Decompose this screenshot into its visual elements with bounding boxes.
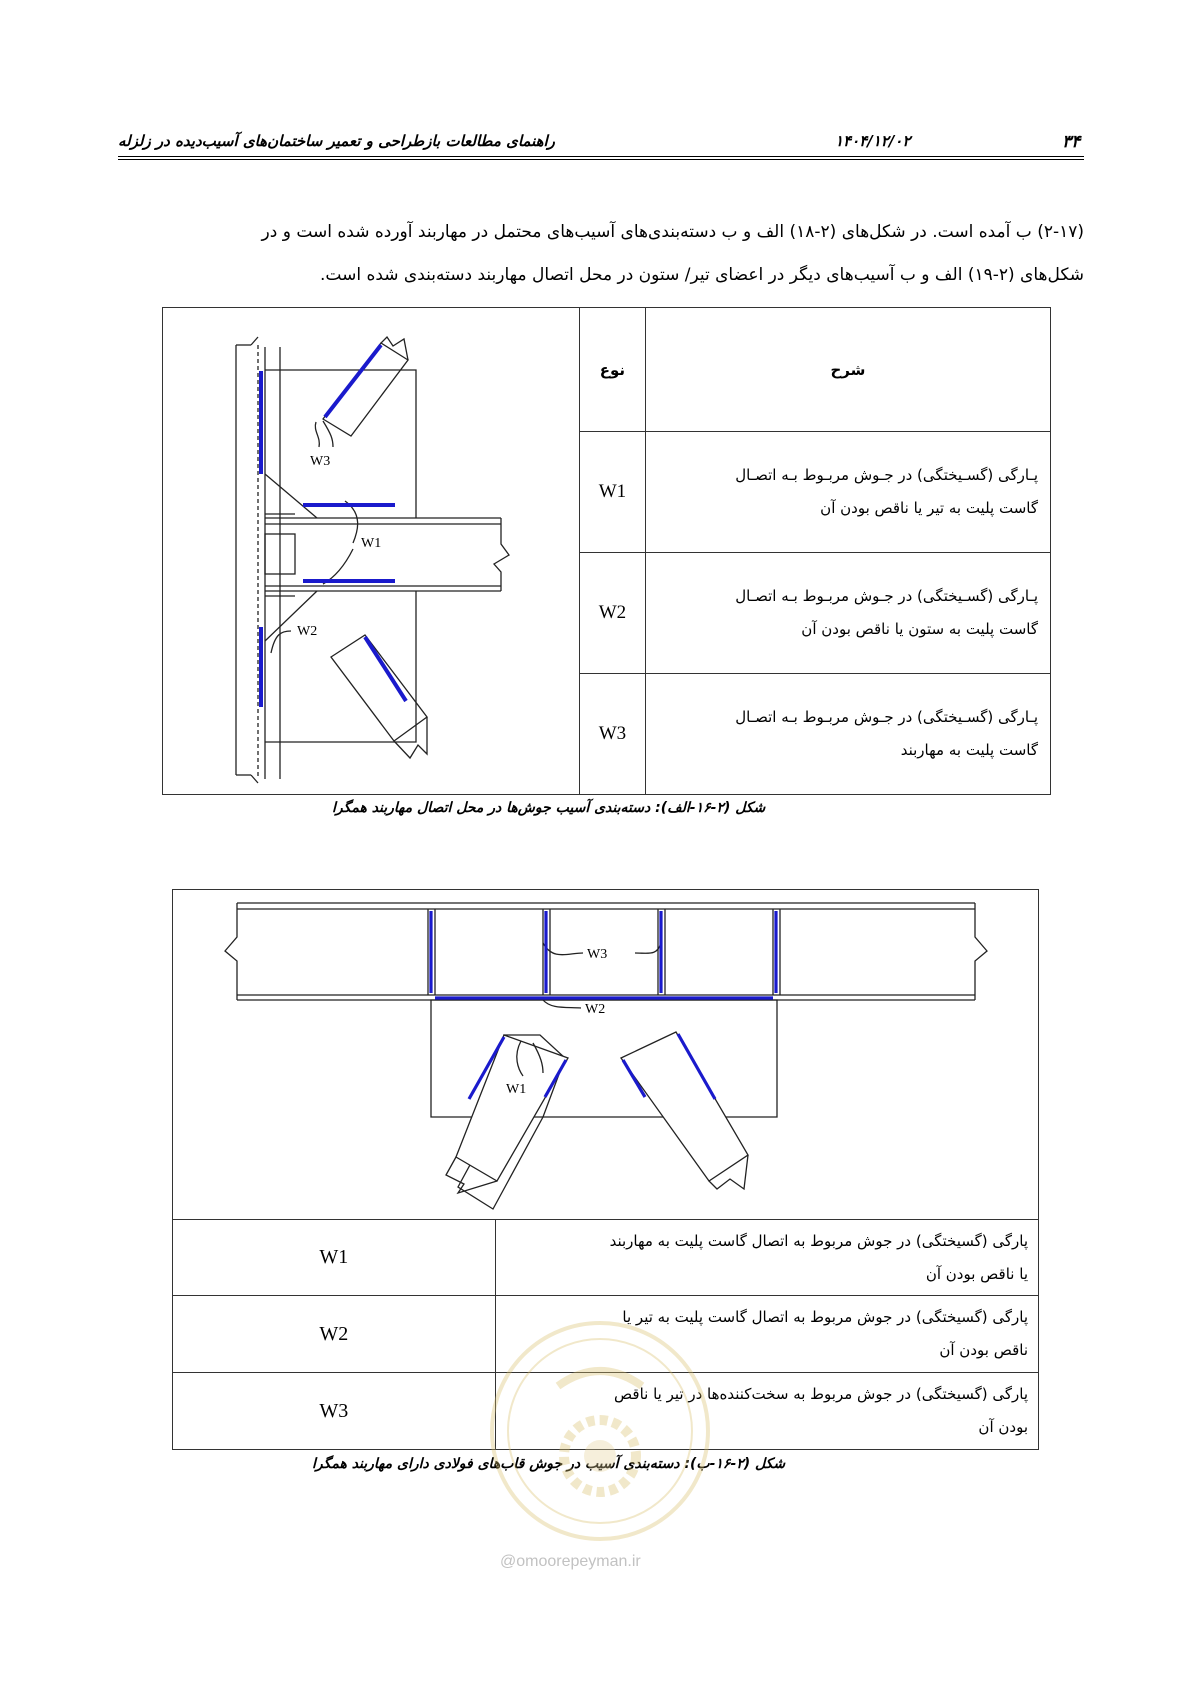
desc-line: گاست پلیت به ستون یا ناقص بودن آن xyxy=(801,620,1038,638)
figure-a-label-w2: W2 xyxy=(297,623,318,639)
table-a-header-type: نوع xyxy=(579,308,645,432)
figure-a-table xyxy=(162,307,1051,795)
table-b-row-type: W1 xyxy=(173,1220,496,1296)
figure-b-label-w1: W1 xyxy=(506,1081,527,1097)
desc-line: پـارگی (گسـیختگی) در جـوش مربـوط بـه اتصـال xyxy=(735,466,1038,484)
watermark-logo xyxy=(488,1316,712,1546)
table-a-row-type: W3 xyxy=(579,674,645,795)
desc-line: پارگی (گسیختگی) در جوش مربوط به اتصال گاست پلیت به تیر یا xyxy=(622,1308,1028,1326)
figure-b-caption: شکل (۲-۱۶-ب): دسته‌بندی آسیب در جوش قاب‌های فولادی دارای مهاربند همگرا xyxy=(312,1456,786,1472)
table-a-row-desc xyxy=(645,432,1050,553)
figure-a-label-w3: W3 xyxy=(310,453,331,469)
desc-line: یا ناقص بودن آن xyxy=(925,1264,1028,1283)
figure-a-diagram xyxy=(163,309,578,794)
header-date: ۱۴۰۴/۱۲/۰۲ xyxy=(835,132,911,150)
table-b-row-type: W2 xyxy=(173,1296,496,1373)
desc-line: ناقص بودن آن xyxy=(939,1341,1028,1359)
desc-line: گاست پلیت به مهاربند xyxy=(900,741,1038,759)
figure-b-label-w2: W2 xyxy=(585,1001,606,1017)
table-a-header-description: شرح xyxy=(645,308,1050,432)
table-a-row-type: W1 xyxy=(579,432,645,553)
table-b-row-type: W3 xyxy=(173,1373,496,1450)
figure-a-diagram-cell xyxy=(163,308,580,795)
intro-paragraph xyxy=(118,211,1084,297)
figure-a-label-w1: W1 xyxy=(361,535,382,551)
desc-line: گاست پلیت به تیر یا ناقص بودن آن xyxy=(820,499,1038,517)
figure-b-label-w3: W3 xyxy=(587,946,608,962)
table-a-row-type: W2 xyxy=(579,553,645,674)
figure-a-caption: شکل (۲-۱۶-الف): دسته‌بندی آسیب جوش‌ها در محل اتصال مهاربند همگرا xyxy=(332,800,766,816)
watermark-text: @omoorepeyman.ir xyxy=(500,1553,641,1570)
table-a-row-desc xyxy=(645,674,1050,795)
desc-line: پارگی (گسیختگی) در جوش مربوط به سخت‌کننده‌ها در تیر یا ناقص xyxy=(614,1385,1028,1403)
desc-line: پـارگی (گسـیختگی) در جـوش مربـوط بـه اتصـال xyxy=(735,708,1038,726)
intro-line-2: شکل‌های (۲-۱۹) الف و ب آسیب‌های دیگر در اعضای تیر/ ستون در محل اتصال مهاربند دسته‌بندی شده است. xyxy=(319,265,1084,285)
header-rule xyxy=(118,156,1084,160)
intro-line-1: (۲-۱۷) ب آمده است. در شکل‌های (۲-۱۸) الف و ب دسته‌بندی‌های آسیب‌های محتمل در مهاربند آورده شده است و در xyxy=(261,222,1084,242)
page-number: ۳۴ xyxy=(1062,132,1081,152)
figure-b-diagram xyxy=(173,891,1038,1219)
desc-line: پارگی (گسیختگی) در جوش مربوط به اتصال گاست پلیت به مهاربند xyxy=(609,1231,1028,1250)
desc-line: بودن آن xyxy=(978,1418,1028,1436)
figure-b-diagram-cell xyxy=(173,890,1039,1220)
header-title: راهنمای مطالعات بازطراحی و تعمیر ساختمان‌های آسیب‌دیده در زلزله xyxy=(118,132,555,150)
table-b-row-desc xyxy=(495,1220,1038,1296)
table-a-row-desc xyxy=(645,553,1050,674)
desc-line: پـارگی (گسـیختگی) در جـوش مربـوط بـه اتصـال xyxy=(735,587,1038,605)
